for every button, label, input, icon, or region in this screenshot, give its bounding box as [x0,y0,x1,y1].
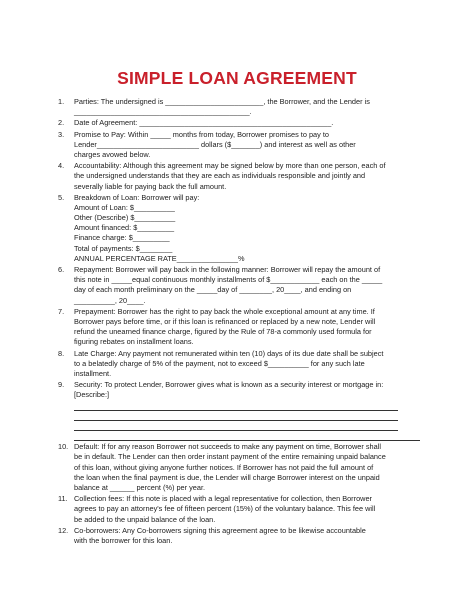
clause-line: __________, 20____. [74,295,146,305]
clause-accountability [58,161,420,192]
clause-line: to a belatedly charge of 5% of the payment, not to exceed $__________ for any such late [74,358,365,368]
clause-line: [Describe:] [74,390,110,400]
clause-date [58,118,420,128]
clause-number: 1. [58,97,65,106]
breakdown-finance-charge: Finance charge: $_________ [74,233,170,243]
clause-co-borrowers [58,526,420,546]
clause-number: 12. [58,525,69,535]
security-description-line [74,431,420,441]
security-description-line [74,421,398,431]
breakdown-apr: ANNUAL PERCENTAGE RATE_______________% [74,253,245,263]
clause-line: balance at ______ percent (%) per year. [74,482,206,492]
clause-line: figuring rebates on installment loans. [74,337,194,347]
clause-line: the undersigned understands that they are each as individuals responsible and jointly and [74,171,366,181]
clause-line: of this loan, without giving anyone further notices. If Borrower has not paid the full amount of [74,462,374,472]
clause-line: refund the unearned finance charge, figured by the Rule of 78-a commonly used formula for [74,327,372,337]
clause-parties [58,97,420,117]
clause-line: day of each month preliminary on the _____day of ________, 20____, and ending on [74,285,352,295]
clause-number: 7. [58,306,65,316]
clause-line: be in default. The Lender can then order instant payment of the entire remaining unpaid balance [74,452,386,462]
clause-line: Co-borrowers: Any Co-borrowers signing this agreement agree to be likewise accountable [74,525,366,535]
clause-line: agrees to pay an attorney's fee of fifteen percent (15%) of the voluntary balance. This fee will [74,504,376,514]
clause-line: severally liable for paying back the full amount. [74,181,227,191]
breakdown-other: Other (Describe) $__________ [74,213,176,223]
clause-line: the loan when the final payment is due, the Lender will charge Borrower interest on the unpaid [74,472,380,482]
clause-number: 2. [58,118,65,128]
clause-line: this note in _____equal continuous monthly installments of $____________ each on the _____ [74,275,383,285]
clause-number: 9. [58,380,65,390]
clause-repayment [58,265,420,306]
breakdown-amount-of-loan: Amount of Loan: $__________ [74,202,175,212]
breakdown-amount-financed: Amount financed: $_________ [74,223,175,233]
clause-list [58,97,420,547]
clause-line: Parties: The undersigned is ________________________, the Borrower, and the Lender is [74,97,370,106]
clause-line: Borrower pays before time, or if this loan is refinanced or replaced by a new note, Lender will [74,316,376,326]
clause-promise-to-pay [58,130,420,161]
clause-number: 10. [58,442,69,452]
clause-prepayment [58,307,420,348]
security-description-line [74,400,398,410]
clause-line: Security: To protect Lender, Borrower gives what is known as a security interest or mortgage in: [74,380,384,390]
clause-breakdown [58,193,420,264]
clause-default [58,442,420,493]
clause-line: Default: If for any reason Borrower not succeeds to make any payment on time, Borrower shall [74,442,381,452]
clause-line: Collection fees: If this note is placed with a legal representative for collection, then Borrower [74,494,372,504]
clause-line: Date of Agreement: _______________________________________________. [74,118,334,128]
clause-line: Breakdown of Loan: Borrower will pay: [74,192,200,202]
clause-security [58,380,420,441]
clause-line: Late Charge: Any payment not remunerated within ten (10) days of its due date shall be subject [74,348,384,358]
clause-number: 5. [58,192,65,202]
document-title: SIMPLE LOAN AGREEMENT [117,68,357,88]
clause-collection-fees [58,494,420,525]
clause-line: charges avowed below. [74,149,151,159]
clause-line: with the borrower for this loan. [74,535,173,545]
clause-line: Lender_________________________ dollars ($_______) and interest as well as other [74,139,356,149]
clause-number: 3. [58,129,65,139]
clause-number: 11. [58,494,68,504]
clause-late-charge [58,349,420,380]
clause-line: Repayment: Borrower will pay back in the following manner: Borrower will repay the amount of [74,265,381,274]
clause-line: installment. [74,368,112,378]
clause-number: 8. [58,348,65,358]
clause-line: Accountability: Although this agreement may be signed below by more than one person, each of [74,161,386,171]
clause-line: Prepayment: Borrower has the right to pay back the whole exceptional amount at any time. If [74,306,375,316]
clause-line: be added to the unpaid balance of the loan. [74,514,216,524]
clause-line: ___________________________________________. [74,107,252,117]
security-description-line [74,411,398,421]
clause-line: Promise to Pay: Within _____ months from today, Borrower promises to pay to [74,129,329,139]
clause-number: 4. [58,161,65,171]
breakdown-total-payments: Total of payments: $________ [74,243,173,253]
clause-number: 6. [58,265,65,274]
